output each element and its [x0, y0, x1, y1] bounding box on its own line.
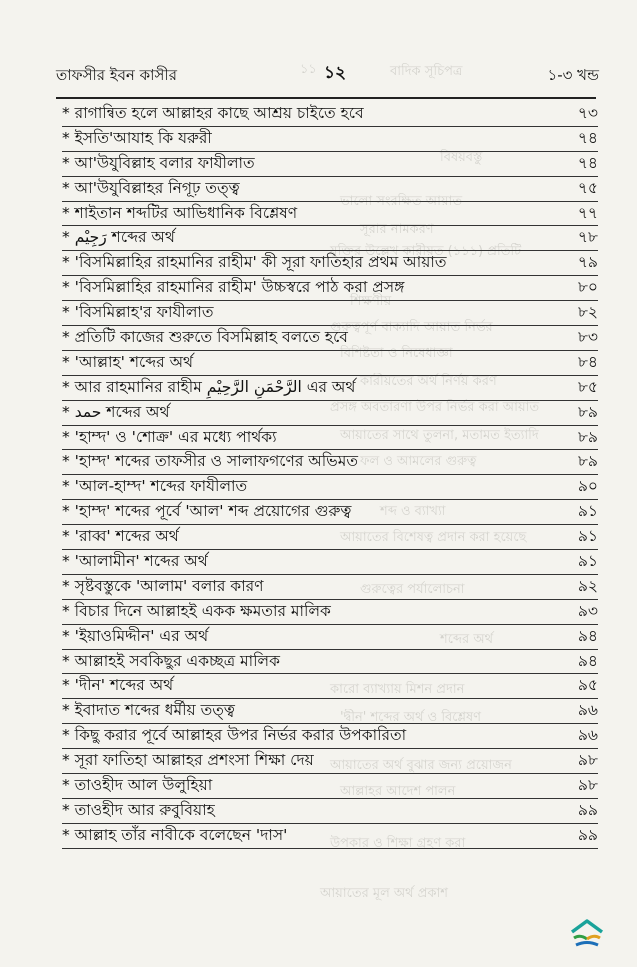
entry-title: * ইসতি'আযাহ কি যরুরী — [62, 128, 212, 147]
entry-title: * 'বিসমিল্লাহির রাহমানির রাহীম' কী সূরা ফাতিহার প্রথম আয়াত — [62, 253, 447, 272]
entry-page: ৯০ — [577, 477, 598, 496]
entry-page: ৯৪ — [577, 626, 598, 645]
logo-base — [576, 943, 598, 946]
toc-entry — [62, 550, 598, 575]
book-title: তাফসীর ইবন কাসীর — [56, 66, 177, 84]
entry-page: ৯১ — [577, 527, 598, 546]
toc-entry — [62, 326, 598, 351]
entry-page: ৭৭ — [577, 203, 598, 222]
entry-page: ৮৩ — [577, 328, 598, 347]
toc-entry — [62, 625, 598, 650]
toc-entry — [62, 600, 598, 625]
entry-title: * رَجِيْم শব্দের অর্থ — [62, 228, 175, 247]
toc-entry — [62, 226, 598, 251]
entry-page: ৮২ — [577, 303, 598, 322]
entry-title: * 'ইয়াওমিদ্দীন' এর অর্থ — [62, 626, 209, 645]
entry-page: ৮৫ — [577, 377, 598, 396]
entry-title: * 'রাব্ব' শব্দের অর্থ — [62, 527, 179, 546]
entry-title: * কিছু করার পূর্বে আল্লাহর উপর নির্ভর করার উপকারিতা — [62, 726, 407, 745]
toc-entry — [62, 450, 598, 475]
toc-entry — [62, 774, 598, 799]
entry-page: ৯৬ — [577, 726, 598, 745]
entry-title: * حمد শব্দের অর্থ — [62, 402, 170, 421]
entry-page: ৮৯ — [577, 452, 598, 471]
entry-title: * 'আলামীন' শব্দের অর্থ — [62, 552, 208, 571]
toc-entry — [62, 301, 598, 326]
toc-entry — [62, 674, 598, 699]
toc-entry — [62, 177, 598, 202]
toc-entry — [62, 202, 598, 227]
entry-page: ৯৪ — [577, 651, 598, 670]
entry-page: ৭৩ — [577, 104, 598, 122]
entry-page: ৯৮ — [577, 751, 598, 770]
entry-title: * আ'উযুবিল্লাহর নিগূঢ় তত্ত্ব — [62, 178, 240, 197]
entry-page: ৯১ — [577, 502, 598, 521]
toc-entry — [62, 102, 598, 127]
entry-page: ৮৪ — [577, 352, 598, 371]
toc-entry — [62, 575, 598, 600]
entry-title: * 'আল্লাহ' শব্দের অর্থ — [62, 352, 194, 371]
header-rule — [56, 97, 596, 99]
toc-entry — [62, 525, 598, 550]
entry-page: ৭৪ — [577, 153, 598, 172]
entry-page: ৮৯ — [577, 427, 598, 446]
entry-page: ৭৮ — [577, 228, 598, 247]
logo-book-right — [587, 936, 600, 939]
entry-title: * তাওহীদ আর রুবুবিয়াহ — [62, 800, 215, 819]
entry-page: ৯৮ — [577, 776, 598, 795]
toc-entry — [62, 475, 598, 500]
logo-roof — [572, 921, 602, 932]
entry-title: * রাগান্বিত হলে আল্লাহর কাছে আশ্রয় চাইতে হবে — [62, 104, 364, 122]
entry-title: * 'হাম্দ' ও 'শোক্র' এর মধ্যে পার্থক্য — [62, 427, 277, 446]
entry-title: * আল্লাহই সবকিছুর একচ্ছত্র মালিক — [62, 651, 280, 670]
entry-title: * 'হাম্দ' শব্দের পূর্বে 'আল' শব্দ প্রয়োগের গুরুত্ব — [62, 502, 352, 521]
page-number: ১২ — [324, 63, 347, 83]
entry-title: * 'হাম্দ' শব্দের তাফসীর ও সালাফগণের অভিমত — [62, 452, 358, 471]
entry-title: * সৃষ্টবস্তুকে 'আলাম' বলার কারণ — [62, 576, 264, 595]
entry-page: ৯১ — [577, 552, 598, 571]
entry-page: ৯৩ — [577, 601, 598, 620]
entry-title: * প্রতিটি কাজের শুরুতে বিসমিল্লাহ বলতে হবে — [62, 328, 348, 347]
entry-title: * শাইতান শব্দটির আভিধানিক বিশ্লেষণ — [62, 203, 298, 222]
toc-entry — [62, 799, 598, 824]
toc-entry — [62, 500, 598, 525]
toc-entry — [62, 152, 598, 177]
entry-title: * 'আল-হাম্দ' শব্দের ফাযীলাত — [62, 477, 248, 496]
toc-entry — [62, 401, 598, 426]
toc-entry — [62, 376, 598, 401]
entry-page: ৯২ — [577, 576, 598, 595]
toc-entry — [62, 276, 598, 301]
entry-page: ৯৯ — [577, 825, 598, 844]
toc-entry — [62, 724, 598, 749]
entry-page: ৭৯ — [577, 253, 598, 272]
toc-entry — [62, 127, 598, 152]
entry-page: ৯৯ — [577, 800, 598, 819]
table-of-contents — [62, 102, 598, 849]
toc-entry — [62, 699, 598, 724]
entry-title: * সূরা ফাতিহা আল্লাহর প্রশংসা শিক্ষা দেয় — [62, 751, 314, 770]
entry-title: * 'বিসমিল্লাহির রাহমানির রাহীম' উচ্চস্বরে পাঠ করা প্রসঙ্গ — [62, 278, 405, 297]
volume-label: ১-৩ খন্ড — [547, 66, 599, 84]
entry-page: ৭৫ — [577, 178, 598, 197]
entry-title: * বিচার দিনে আল্লাহই একক ক্ষমতার মালিক — [62, 601, 331, 620]
entry-title: * আ'উযুবিল্লাহ বলার ফাযীলাত — [62, 153, 255, 172]
entry-title: * তাওহীদ আল উলুহিয়া — [62, 776, 213, 795]
toc-entry — [62, 749, 598, 774]
page-header — [56, 58, 599, 94]
publisher-logo-icon — [568, 918, 606, 950]
toc-entry — [62, 650, 598, 675]
toc-entry — [62, 251, 598, 276]
entry-title: * 'দীন' শব্দের অর্থ — [62, 676, 174, 695]
toc-entry — [62, 426, 598, 451]
entry-page: ৭৪ — [577, 128, 598, 147]
entry-title: * 'বিসমিল্লাহ'র ফাযীলাত — [62, 303, 214, 322]
entry-title: * ইবাদাত শব্দের ধর্মীয় তত্ত্ব — [62, 701, 235, 720]
entry-title: * আল্লাহ তাঁর নাবীকে বলেছেন 'দাস' — [62, 825, 288, 844]
entry-page: ৯৫ — [577, 676, 598, 695]
entry-page: ৮০ — [577, 278, 598, 297]
entry-title: * আর রাহমানির রাহীম الرَّحْمَنِ الرَّحِيْمِ এর অর্থ — [62, 377, 356, 396]
entry-page: ৮৯ — [577, 402, 598, 421]
logo-book-left — [574, 936, 587, 939]
entry-page: ৯৬ — [577, 701, 598, 720]
toc-entry — [62, 824, 598, 849]
toc-entry — [62, 351, 598, 376]
